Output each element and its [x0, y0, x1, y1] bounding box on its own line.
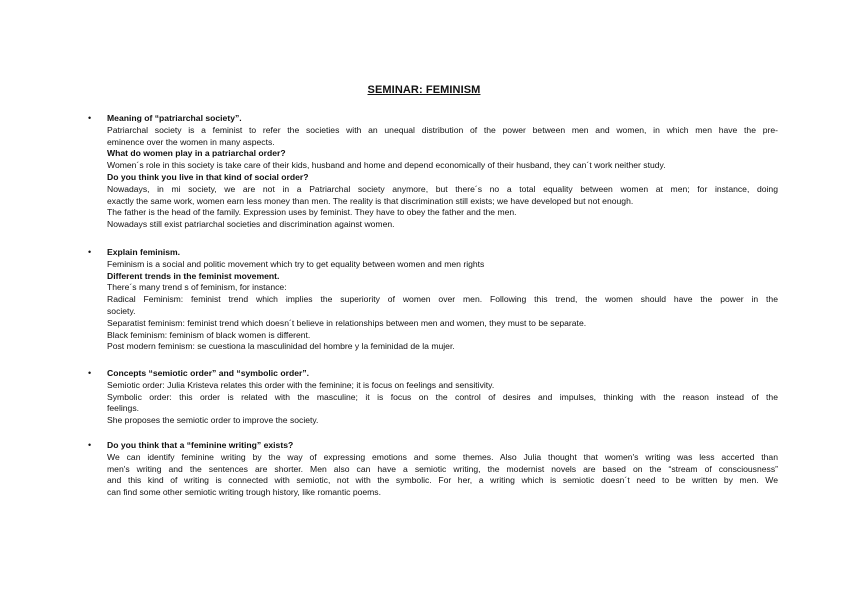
paragraph-line: There´s many trend s of feminism, for instance:	[107, 282, 287, 293]
sub-heading: Different trends in the feminist movement.	[107, 270, 280, 281]
section-heading: Do you think that a “feminine writing” exists?	[107, 440, 294, 450]
paragraph-line: Radical Feminism: feminist trend which implies the superiority of women over men. Following this trend, the women should have the power in the	[107, 294, 778, 305]
sub-heading: Do you think you live in that kind of social order?	[107, 171, 309, 182]
paragraph-line: Symbolic order: this order is related with the masculine; it is focus on the control of desires and impulses, thinking with the reason instead of the	[107, 391, 778, 402]
section-patriarchal-society	[88, 113, 778, 231]
section-explain-feminism	[88, 247, 778, 353]
section-heading: Explain feminism.	[107, 247, 181, 257]
paragraph-line: society.	[107, 305, 136, 316]
sub-heading: What do women play in a patriarchal order?	[107, 148, 286, 159]
bullet-marker: •	[88, 440, 92, 450]
paragraph-line: Nowadays still exist patriarchal societies and discrimination against women.	[107, 219, 395, 230]
paragraph-line: eminence over the women in many aspects.	[107, 136, 275, 147]
section-feminine-writing	[88, 440, 778, 499]
paragraph-line: Nowadays, in mi society, we are not in a Patriarchal society anymore, but there´s no a total equality between women at men; for instance, doing	[107, 183, 778, 194]
paragraph-line: Feminism is a social and politic movement which try to get equality between women and men rights	[107, 258, 485, 269]
paragraph-line: Separatist feminism: feminist trend which doesn´t believe in relationships between men and women, they must to be separate.	[107, 317, 587, 328]
page-title: SEMINAR: FEMINISM	[367, 84, 481, 96]
paragraph-line: Patriarchal society is a feminist to refer the societies with an unequal distribution of the power between men and women, in which men have the pre-	[107, 124, 778, 135]
bullet-marker: •	[88, 113, 92, 123]
paragraph-line: can find some other semiotic writing trough history, like romantic poems.	[107, 487, 381, 498]
paragraph-line: and this kind of writing is connected with semiotic, not with the symbolic. For her, a writing which is semiotic doesn´t need to be written by men. We	[107, 475, 778, 486]
paragraph-line: The father is the head of the family. Expression uses by feminist. They have to obey the father and the men.	[107, 207, 517, 218]
bullet-marker: •	[88, 247, 92, 257]
bullet-marker: •	[88, 368, 92, 378]
section-heading: Concepts “semiotic order” and “symbolic order”.	[107, 368, 309, 378]
section-heading: Meaning of “patriarchal society”.	[107, 113, 242, 123]
paragraph-line: exactly the same work, women earn less money than men. The reality is that discrimination still exists; we have developed but not enough.	[107, 195, 634, 206]
paragraph-line: Black feminism: feminism of black women is different.	[107, 329, 311, 340]
section-semiotic-symbolic	[88, 368, 778, 427]
paragraph-line: men's writing and the sentences are shorter. Men also can have a semiotic writing, the modernist novels are based on the “stream of consciousness”	[107, 463, 778, 474]
paragraph-line: We can identify feminine writing by the way of expressing emotions and some themes. Also Julia thought that women's writing was less accerted than	[107, 451, 778, 462]
paragraph-line: Semiotic order: Julia Kristeva relates this order with the feminine; it is focus on feelings and sensitivity.	[107, 379, 495, 390]
paragraph-line: Post modern feminism: se cuestiona la masculinidad del hombre y la feminidad de la mujer.	[107, 341, 455, 352]
paragraph-line: Women´s role in this society is take care of their kids, husband and home and depend economically of their husband, they can´t work neither study.	[107, 160, 666, 171]
paragraph-line: feelings.	[107, 403, 140, 414]
paragraph-line: She proposes the semiotic order to improve the society.	[107, 415, 319, 426]
